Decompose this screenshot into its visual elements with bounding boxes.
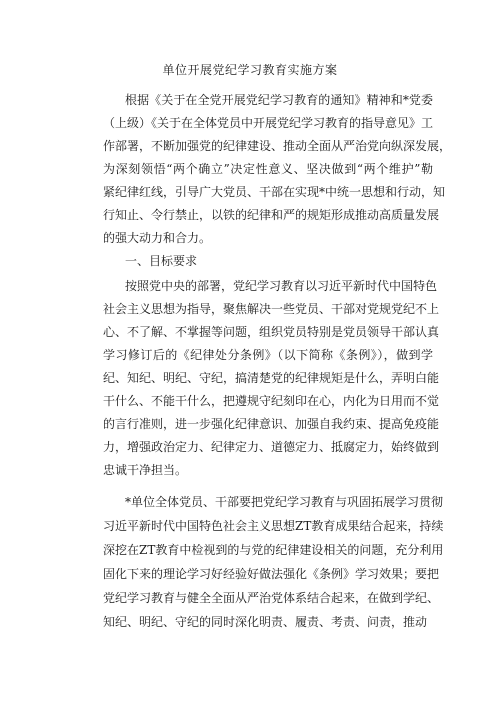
paragraph-line: 行知止、令行禁止，以铁的纪律和严的规矩形成推动高质量发展 (103, 208, 440, 222)
paragraph-line: 习近平新时代中国特色社会主义思想ZT教育成果结合起来，持续 (103, 519, 444, 533)
paragraph-line: 党纪学习教育与健全全面从严治党体系结合起来，在做到学纪、 (103, 591, 440, 605)
paragraph-line: 纪、知纪、明纪、守纪，搞清楚党的纪律规矩是什么，弄明白能 (103, 371, 440, 385)
paragraph-line: 深挖在ZT教育中检视到的与党的纪律建设相关的问题，充分利用 (103, 543, 444, 557)
paragraph-line: 学习修订后的《纪律处分条例》（以下简称《条例》），做到学 (103, 348, 433, 362)
paragraph-line: 紧纪律红线，引导广大党员、干部在实现*中统一思想和行动，知 (103, 185, 446, 199)
paragraph-line: 社会主义思想为指导，聚焦解决一些党员、干部对党规党纪不上 (103, 302, 440, 316)
paragraph-line: 知纪、明纪、守纪的同时深化明责、履责、考责、问责，推动 (103, 615, 428, 629)
paragraph-line: 忠诚干净担当。 (103, 463, 188, 477)
paragraph-line: 根据《关于在全党开展党纪学习教育的通知》精神和*党委 (125, 93, 433, 107)
document-title: 单位开展党纪学习教育实施方案 (162, 63, 338, 77)
paragraph-line: 心、不了解、不掌握等问题，组织党员特别是党员领导干部认真 (103, 325, 440, 339)
paragraph-line: 力，增强政治定力、纪律定力、道德定力、抵腐定力，始终做到 (103, 440, 440, 454)
paragraph-line: 按照党中央的部署，党纪学习教育以习近平新时代中国特色 (125, 279, 438, 293)
paragraph-line: *单位全体党员、干部要把党纪学习教育与巩固拓展学习贯彻 (125, 495, 444, 509)
paragraph-line: 的强大动力和合力。 (103, 231, 212, 245)
paragraph-line: 为深刻领悟“两个确立”决定性意义、坚决做到“两个维护”勒 (103, 162, 433, 176)
paragraph-line: （上级）《关于在全体党员中开展党纪学习教育的指导意见》工 (103, 116, 434, 130)
paragraph-line: 固化下来的理论学习好经验好做法强化《条例》学习效果；要把 (103, 567, 440, 581)
paragraph-line: 的言行准则，进一步强化纪律意识、加强自我约束、提高免疫能 (103, 417, 440, 431)
section-heading: 一、目标要求 (125, 254, 198, 268)
paragraph-line: 作部署，不断加强党的纪律建设、推动全面从严治党向纵深发展， (103, 139, 452, 153)
paragraph-line: 干什么、不能干什么，把遵规守纪刻印在心，内化为日用而不觉 (103, 394, 440, 408)
